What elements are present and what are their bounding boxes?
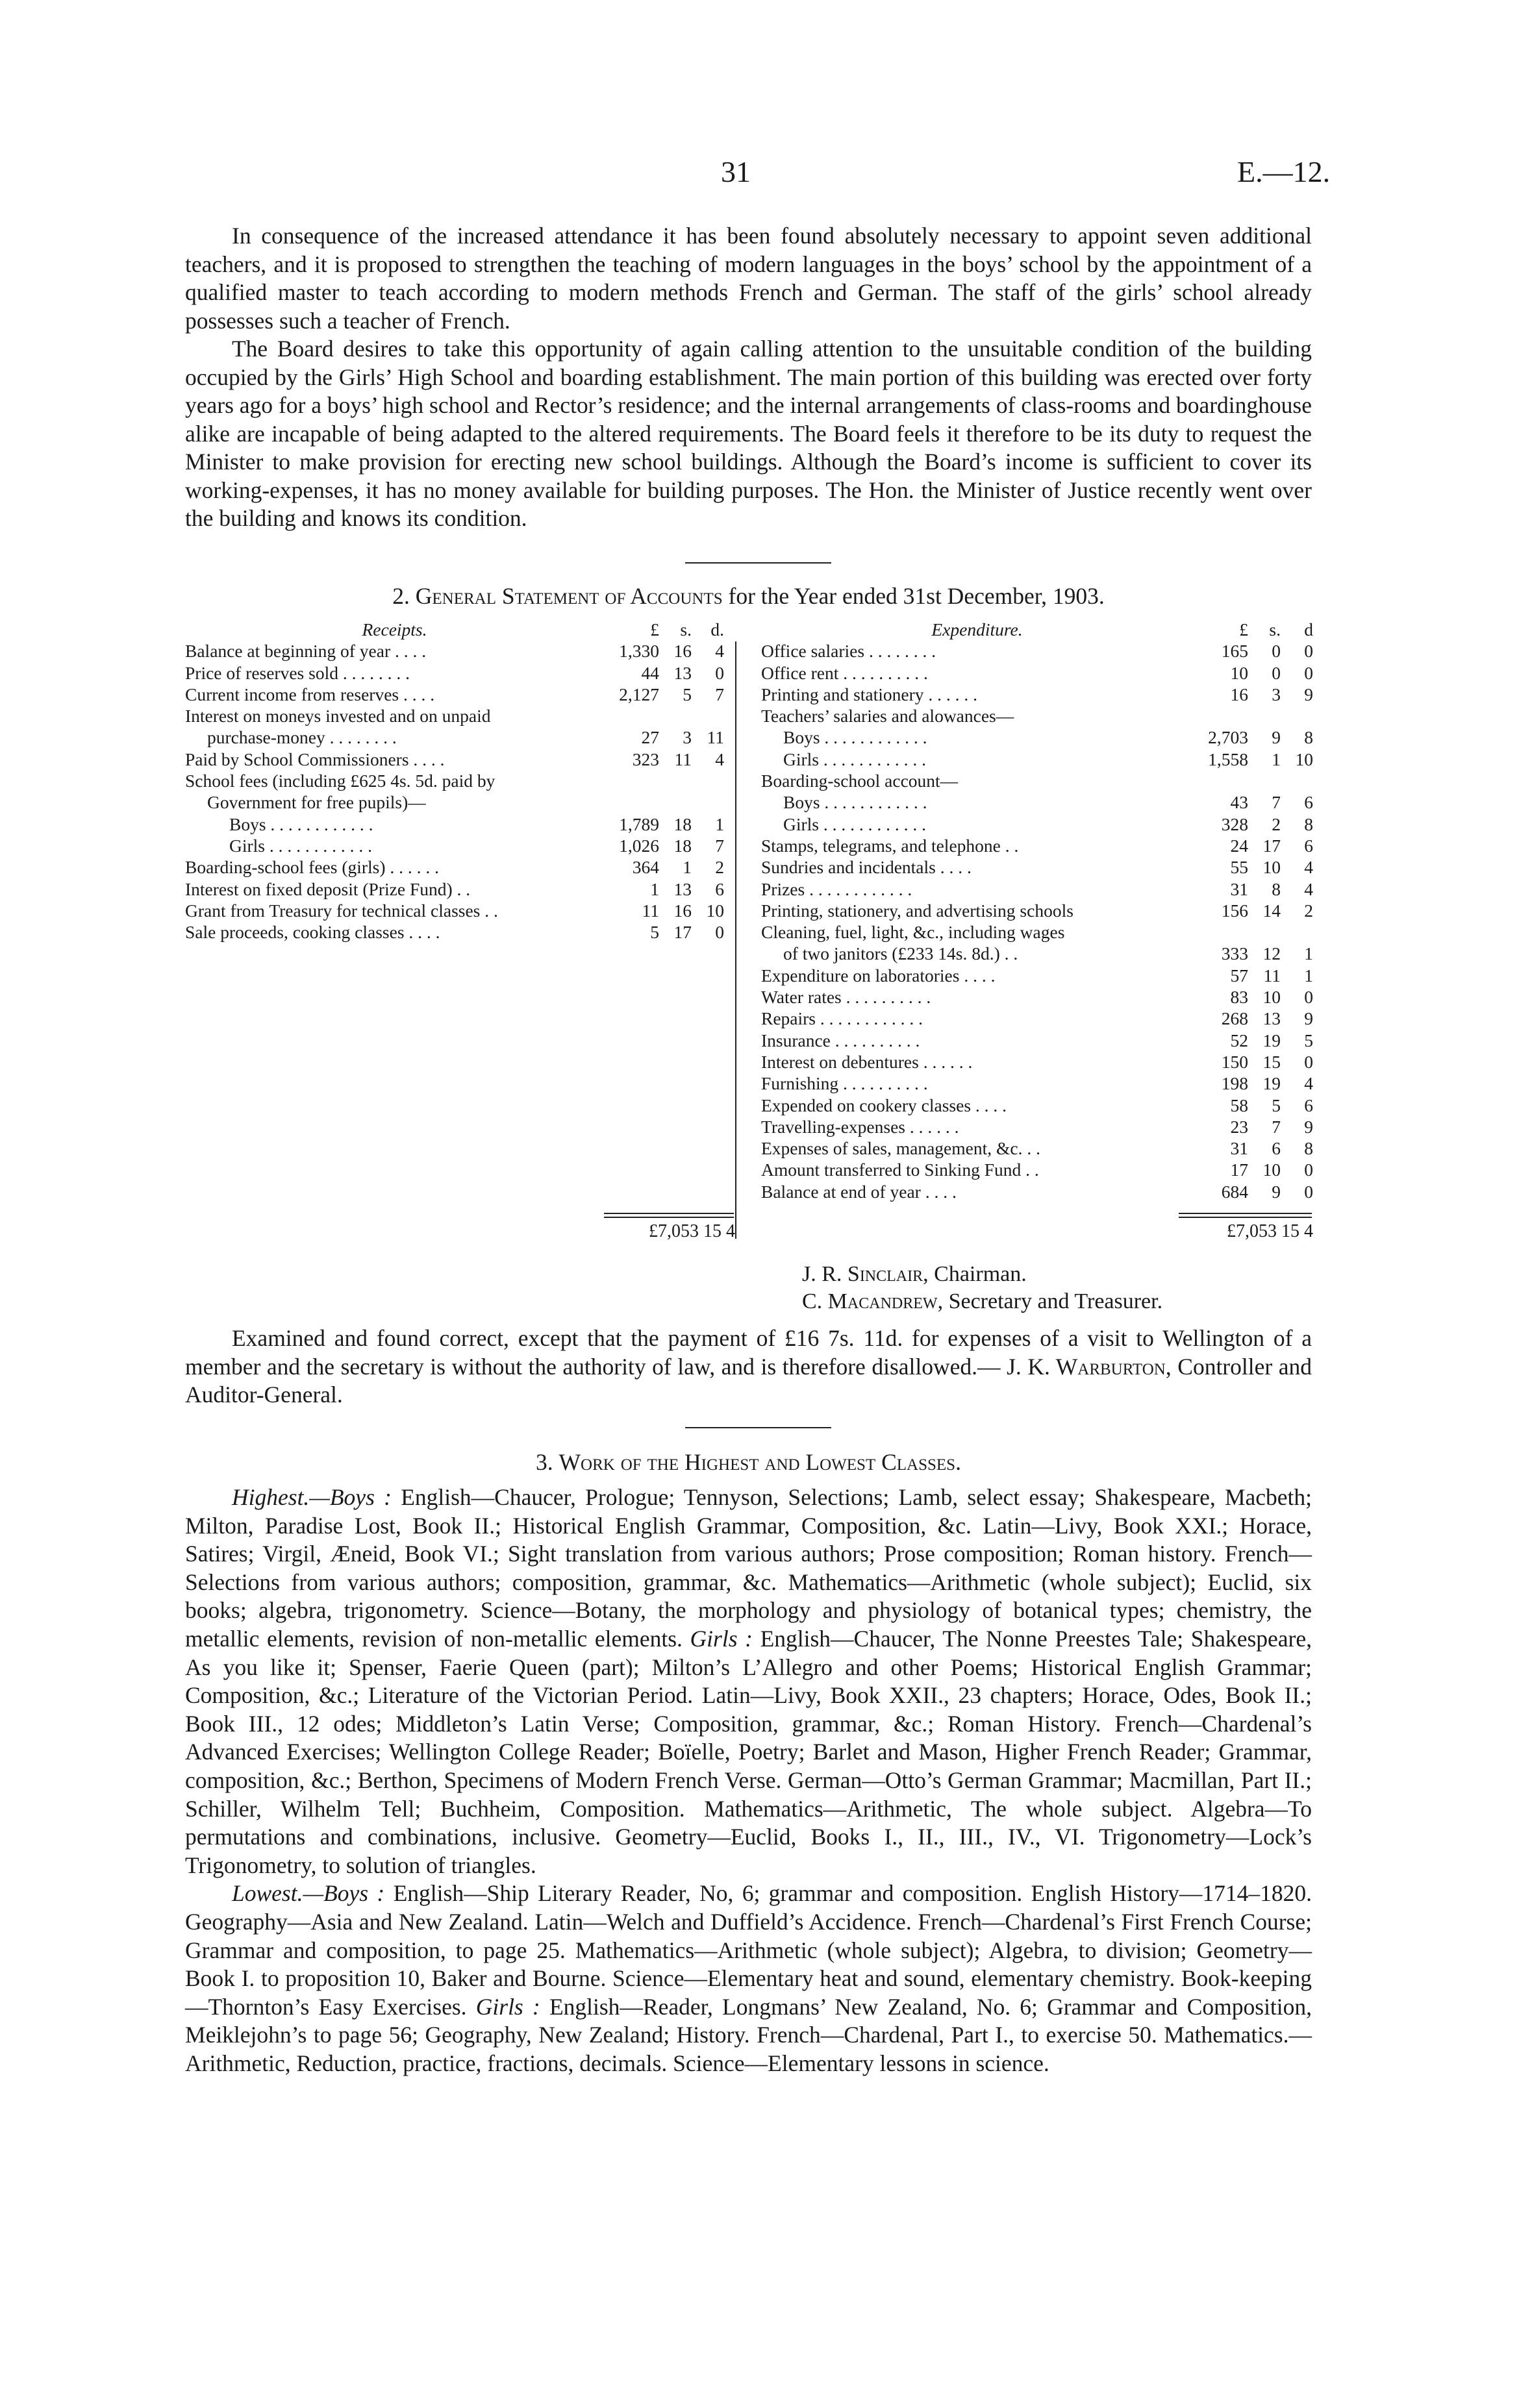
receipts-item-label: purchase-money . . . . . . . . <box>207 727 397 748</box>
expenditure-row <box>761 770 1313 791</box>
receipts-shillings: 16 <box>673 641 692 662</box>
expenditure-table <box>761 619 1313 1202</box>
expenditure-item-label: Sundries and incidentals . . . . <box>761 857 972 878</box>
receipts-shillings: 16 <box>673 900 692 921</box>
receipts-unit-pence: d. <box>710 619 724 639</box>
receipts-pounds: 27 <box>641 727 659 748</box>
expenditure-shillings: 14 <box>1262 900 1281 921</box>
accounts-heading-rest: for the Year ended 31st December, 1903. <box>728 583 1105 609</box>
expenditure-item-label: Printing and stationery . . . . . . <box>761 684 978 704</box>
secretary-signature <box>802 1288 1162 1315</box>
work-heading-caps: Work of the Highest and Lowest Classes. <box>559 1449 961 1475</box>
receipts-table <box>185 619 744 943</box>
expenditure-item-label: Cleaning, fuel, light, &c., including wages <box>761 922 1065 943</box>
expenditure-shillings: 0 <box>1272 662 1281 683</box>
expenditure-item-label: Girls . . . . . . . . . . . . <box>783 813 926 834</box>
receipts-pence: 6 <box>715 878 724 899</box>
expenditure-row <box>761 878 1313 900</box>
chairman-signature <box>802 1261 1027 1288</box>
receipts-shillings: 1 <box>683 857 692 878</box>
expenditure-pence: 6 <box>1304 792 1313 813</box>
lowest-boys-text: English—Ship Literary Reader, No, 6; grammar and composition. English History—1714–1820. Geography—Asia and New Zealand. Latin—Welch and Duffield’s Accidence. French—Chardenal’s First French Course; Grammar and composition, to page 25. Mathematics—Arithmetic (whole subject); Algebra, to division; Geometry—Book I. to proposition 10, Baker and Bourne. Science—Elementary heat and sound, elementary chemistry. Book-keeping—Thornton’s Easy Exercises. <box>185 1880 1312 2020</box>
highest-boys-text: English—Chaucer, Prologue; Tennyson, Selections; Lamb, select essay; Shakespeare, Macbeth; Milton, Paradise Lost, Book II.; Historical English Grammar, Composition, &c. Latin—Livy, Book XXI.; Horace, Satires; Virgil, Æneid, Book VI.; Sight translation from various authors; Prose composition; Roman history. French—Selections from various authors; composition, grammar, &c. Mathematics—Arithmetic (whole subject); Euclid, six books; algebra, trigonometry. Science—Botany, the morphology and physiology of botanical types; chemistry, the metallic elements, revision of non-metallic elements. <box>185 1484 1312 1652</box>
expenditure-item-label: Furnishing . . . . . . . . . . <box>761 1073 928 1094</box>
expenditure-unit-shillings: s. <box>1269 619 1281 639</box>
receipts-shillings: 5 <box>683 684 692 704</box>
chairman-role: Chairman. <box>934 1262 1027 1286</box>
accounts-heading <box>185 582 1312 610</box>
expenditure-pounds: 31 <box>1230 1138 1248 1159</box>
expenditure-pounds: 58 <box>1230 1095 1248 1115</box>
accounts-heading-caps: General Statement of Accounts <box>415 583 723 609</box>
expenditure-shillings: 11 <box>1263 965 1281 986</box>
receipts-item-label: Current income from reserves . . . . <box>185 684 435 704</box>
expenditure-row <box>761 1008 1313 1029</box>
expenditure-shillings: 9 <box>1272 1181 1281 1202</box>
receipts-item-label: Government for free pupils)— <box>207 792 426 813</box>
highest-boys-label: Highest.—Boys : <box>232 1484 392 1510</box>
lowest-girls-text: English—Reader, Longmans’ New Zealand, No. 6; Grammar and Composition, Meiklejohn’s to page 56; Geography, New Zealand; History. French—Chardenal, Part I., to exercise 50. Mathematics.—Arithmetic, Reduction, practice, fractions, decimals. Science—Elementary lessons in science. <box>185 1993 1312 2076</box>
receipts-shillings: 18 <box>673 835 692 856</box>
expenditure-shillings: 19 <box>1262 1073 1281 1094</box>
receipts-shillings: 18 <box>673 813 692 834</box>
receipts-shillings: 3 <box>683 727 692 748</box>
expenditure-pounds: 198 <box>1221 1073 1248 1094</box>
intro-paragraph-1: In consequence of the increased attendance it has been found absolutely necessary to appoint seven additional teachers, and it is proposed to strengthen the teaching of modern languages in the boys’ school by the appointment of a qualified master to teach according to modern methods French and German. The staff of the girls’ school already possesses such a teacher of French. <box>185 223 1312 334</box>
expenditure-row <box>761 1073 1313 1094</box>
expenditure-pence: 1 <box>1304 943 1313 964</box>
receipts-header-row <box>185 619 744 640</box>
expenditure-item-label: Teachers’ salaries and alowances— <box>761 706 1014 726</box>
expenditure-shillings: 12 <box>1262 943 1281 964</box>
expenditure-row <box>761 900 1313 921</box>
expenditure-item-label: Expenditure on laboratories . . . . <box>761 965 996 986</box>
expenditure-unit-pounds: £ <box>1239 619 1248 639</box>
expenditure-total: £7,053 15 4 <box>1227 1221 1313 1241</box>
work-heading-number: 3. <box>536 1449 553 1475</box>
expenditure-pounds: 52 <box>1230 1030 1248 1050</box>
expenditure-pence: 10 <box>1295 749 1313 769</box>
expenditure-pence: 0 <box>1304 1051 1313 1072</box>
receipts-pounds: 1,789 <box>619 813 659 834</box>
expenditure-shillings: 6 <box>1272 1138 1281 1159</box>
work-heading <box>185 1448 1312 1476</box>
expenditure-row <box>761 1116 1313 1137</box>
expenditure-shillings: 0 <box>1272 641 1281 662</box>
expenditure-row <box>761 965 1313 986</box>
receipts-item-label: Sale proceeds, cooking classes . . . . <box>185 922 440 943</box>
report-code: E.—12. <box>1237 155 1331 188</box>
expenditure-pounds: 156 <box>1221 900 1248 921</box>
expenditure-item-label: Insurance . . . . . . . . . . <box>761 1030 920 1050</box>
receipts-item-label: Interest on moneys invested and on unpaid <box>185 706 491 726</box>
expenditure-item-label: Prizes . . . . . . . . . . . . <box>761 878 912 899</box>
section-divider-1 <box>685 562 831 564</box>
expenditure-item-label: Travelling-expenses . . . . . . <box>761 1116 959 1137</box>
expenditure-total-rule <box>1179 1213 1312 1214</box>
expenditure-item-label: Repairs . . . . . . . . . . . . <box>761 1008 923 1029</box>
expenditure-pounds: 17 <box>1230 1160 1248 1180</box>
receipts-pounds: 44 <box>641 662 659 683</box>
expenditure-pounds: 684 <box>1221 1181 1248 1202</box>
expenditure-row <box>761 986 1313 1008</box>
receipts-pence: 0 <box>715 662 724 683</box>
receipts-pounds: 11 <box>642 900 659 921</box>
receipts-pounds: 364 <box>632 857 659 878</box>
receipts-total-rule <box>604 1213 734 1214</box>
expenditure-item-label: Amount transferred to Sinking Fund . . <box>761 1160 1039 1180</box>
receipts-item-label: Grant from Treasury for technical classes . . <box>185 900 498 921</box>
chairman-name: J. R. Sinclair, <box>802 1262 929 1286</box>
expenditure-pounds: 16 <box>1230 684 1248 704</box>
expenditure-row <box>761 1051 1313 1073</box>
expenditure-shillings: 7 <box>1272 792 1281 813</box>
expenditure-pounds: 57 <box>1230 965 1248 986</box>
expenditure-shillings: 7 <box>1272 1116 1281 1137</box>
expenditure-pence: 1 <box>1304 965 1313 986</box>
receipts-shillings: 13 <box>673 662 692 683</box>
expenditure-shillings: 15 <box>1262 1051 1281 1072</box>
receipts-pence: 7 <box>715 684 724 704</box>
receipts-item-label: Girls . . . . . . . . . . . . <box>229 835 372 856</box>
expenditure-row <box>761 813 1313 835</box>
expenditure-item-label: Boys . . . . . . . . . . . . <box>783 792 927 813</box>
receipts-item-label: Interest on fixed deposit (Prize Fund) . . <box>185 878 471 899</box>
expenditure-pence: 4 <box>1304 857 1313 878</box>
expenditure-pounds: 43 <box>1230 792 1248 813</box>
expenditure-pence: 0 <box>1304 987 1313 1008</box>
expenditure-pounds: 1,558 <box>1208 749 1248 769</box>
expenditure-pence: 4 <box>1304 878 1313 899</box>
receipts-row <box>185 791 744 813</box>
receipts-pence: 0 <box>715 922 724 943</box>
receipts-pence: 11 <box>707 727 724 748</box>
receipts-item-label: Balance at beginning of year . . . . <box>185 641 427 662</box>
receipts-pence: 4 <box>715 749 724 769</box>
auditor-name: J. K. Warburton, <box>1007 1353 1172 1380</box>
receipts-total: £7,053 15 4 <box>649 1221 735 1241</box>
expenditure-pence: 0 <box>1304 1181 1313 1202</box>
receipts-title: Receipts. <box>362 619 427 639</box>
expenditure-pence: 9 <box>1304 1008 1313 1029</box>
expenditure-row <box>761 1095 1313 1116</box>
expenditure-row <box>761 749 1313 770</box>
expenditure-item-label: Expenses of sales, management, &c. . . <box>761 1138 1040 1159</box>
expenditure-pence: 6 <box>1304 1095 1313 1115</box>
expenditure-row <box>761 1030 1313 1051</box>
expenditure-shillings: 10 <box>1262 857 1281 878</box>
expenditure-rows <box>761 640 1313 1202</box>
secretary-name: C. Macandrew, <box>802 1289 944 1313</box>
receipts-pounds: 323 <box>632 749 659 769</box>
receipts-row <box>185 662 744 684</box>
expenditure-row <box>761 684 1313 705</box>
audit-note-text: Examined and found correct, except that the payment of £16 7s. 11d. for expenses of a visit to Wellington of a member and the secretary is without the authority of law, and is therefore disallowed.— <box>185 1325 1312 1380</box>
secretary-role: Secretary and Treasurer. <box>948 1289 1163 1313</box>
receipts-pounds: 5 <box>650 922 659 943</box>
expenditure-row <box>761 640 1313 662</box>
expenditure-pence: 0 <box>1304 662 1313 683</box>
expenditure-pounds: 10 <box>1230 662 1248 683</box>
expenditure-pence: 8 <box>1304 727 1313 748</box>
expenditure-pounds: 31 <box>1230 878 1248 899</box>
expenditure-item-label: Water rates . . . . . . . . . . <box>761 987 931 1008</box>
expenditure-shillings: 3 <box>1272 684 1281 704</box>
audit-note <box>185 1324 1312 1409</box>
expenditure-row <box>761 1181 1313 1202</box>
receipts-row <box>185 726 744 748</box>
receipts-row <box>185 921 744 943</box>
expenditure-row <box>761 943 1313 964</box>
expenditure-pounds: 55 <box>1230 857 1248 878</box>
receipts-row <box>185 705 744 726</box>
receipts-pence: 2 <box>715 857 724 878</box>
expenditure-row <box>761 705 1313 726</box>
expenditure-item-label: Boys . . . . . . . . . . . . <box>783 727 927 748</box>
expenditure-shillings: 17 <box>1262 835 1281 856</box>
receipts-unit-shillings: s. <box>680 619 692 639</box>
receipts-pounds: 1,026 <box>619 835 659 856</box>
highest-classes-paragraph <box>185 1483 1312 1880</box>
expenditure-item-label: Office rent . . . . . . . . . . <box>761 662 928 683</box>
receipts-item-label: School fees (including £625 4s. 5d. paid by <box>185 771 496 791</box>
intro-text <box>185 222 1312 533</box>
receipts-pounds: 2,127 <box>619 684 659 704</box>
receipts-column-rule <box>735 641 736 1239</box>
receipts-row <box>185 749 744 770</box>
receipts-row <box>185 900 744 921</box>
expenditure-row <box>761 835 1313 856</box>
expenditure-pounds: 150 <box>1221 1051 1248 1072</box>
receipts-shillings: 11 <box>674 749 692 769</box>
expenditure-item-label: Stamps, telegrams, and telephone . . <box>761 835 1019 856</box>
receipts-pounds: 1,330 <box>619 641 659 662</box>
expenditure-total-rule-double <box>1179 1217 1312 1218</box>
highest-girls-text: English—Chaucer, The Nonne Preestes Tale; Shakespeare, As you like it; Spenser, Faerie Queen (part); Milton’s L’Allegro and other Poems; Historical English Grammar; Composition, &c.; Literature of the Victorian Period. Latin—Livy, Book XXII., 23 chapters; Horace, Odes, Book II.; Book III., 12 odes; Middleton’s Latin Verse; Composition, grammar, &c.; Roman History. French—Chardenal’s Advanced Exercises; Wellington College Reader; Boïelle, Poetry; Barlet and Mason, Higher French Reader; Grammar, composition, &c.; Berthon, Specimens of Modern French Verse. German—Otto’s German Grammar; Macmillan, Part II.; Schiller, Wilhelm Tell; Buchheim, Composition. Mathematics—Arithmetic, The whole subject. Algebra—To permutations and combinations, inclusive. Geometry—Euclid, Books I., II., III., IV., VI. Trigonometry—Lock’s Trigonometry, to solution of triangles. <box>185 1625 1312 1878</box>
expenditure-row <box>761 1159 1313 1180</box>
expenditure-item-label: Expended on cookery classes . . . . <box>761 1095 1007 1115</box>
expenditure-item-label: Interest on debentures . . . . . . <box>761 1051 973 1072</box>
expenditure-header-row <box>761 619 1313 640</box>
expenditure-pence: 6 <box>1304 835 1313 856</box>
expenditure-shillings: 19 <box>1262 1030 1281 1050</box>
receipts-pence: 7 <box>715 835 724 856</box>
receipts-shillings: 17 <box>673 922 692 943</box>
expenditure-item-label: Office salaries . . . . . . . . <box>761 641 936 662</box>
expenditure-pounds: 165 <box>1221 641 1248 662</box>
lowest-boys-label: Lowest.—Boys : <box>232 1880 385 1907</box>
expenditure-pence: 5 <box>1304 1030 1313 1050</box>
receipts-pounds: 1 <box>650 878 659 899</box>
expenditure-pounds: 2,703 <box>1208 727 1248 748</box>
receipts-pence: 10 <box>706 900 724 921</box>
expenditure-item-label: Balance at end of year . . . . <box>761 1181 957 1202</box>
page-number: 31 <box>721 155 751 188</box>
expenditure-shillings: 10 <box>1262 987 1281 1008</box>
expenditure-shillings: 9 <box>1272 727 1281 748</box>
expenditure-row <box>761 921 1313 943</box>
receipts-row <box>185 878 744 900</box>
expenditure-item-label: Girls . . . . . . . . . . . . <box>783 749 926 769</box>
expenditure-pence: 0 <box>1304 641 1313 662</box>
expenditure-item-label: Boarding-school account— <box>761 771 959 791</box>
receipts-row <box>185 770 744 791</box>
expenditure-pounds: 333 <box>1221 943 1248 964</box>
expenditure-pence: 2 <box>1304 900 1313 921</box>
expenditure-pounds: 328 <box>1221 813 1248 834</box>
receipts-item-label: Boys . . . . . . . . . . . . <box>229 813 373 834</box>
receipts-row <box>185 835 744 856</box>
expenditure-row <box>761 726 1313 748</box>
receipts-pence: 1 <box>715 813 724 834</box>
expenditure-shillings: 2 <box>1272 813 1281 834</box>
expenditure-pence: 4 <box>1304 1073 1313 1094</box>
lowest-girls-label: Girls : <box>475 1993 540 2020</box>
expenditure-item-label: of two janitors (£233 14s. 8d.) . . <box>783 943 1018 964</box>
expenditure-pounds: 83 <box>1230 987 1248 1008</box>
intro-paragraph-2: The Board desires to take this opportunity of again calling attention to the unsuitable condition of the building occupied by the Girls’ High School and boarding establishment. The main portion of this building was erected over forty years ago for a boys’ high school and Rector’s residence; and the internal arrangements of class-rooms and boardinghouse alike are incapable of being adapted to the altered requirements. The Board feels it therefore to be its duty to request the Minister to make provision for erecting new school buildings. Although the Board’s income is sufficient to cover its working-expenses, it has no money available for building purposes. The Hon. the Minister of Justice recently went over the building and knows its condition. <box>185 336 1312 531</box>
expenditure-title: Expenditure. <box>931 619 1023 639</box>
receipts-row <box>185 813 744 835</box>
expenditure-unit-pence: d <box>1304 619 1313 639</box>
receipts-row <box>185 684 744 705</box>
receipts-pence: 4 <box>715 641 724 662</box>
work-text <box>185 1483 1312 2078</box>
expenditure-shillings: 1 <box>1272 749 1281 769</box>
expenditure-shillings: 8 <box>1272 878 1281 899</box>
auditor-role: Controller and Auditor-General. <box>185 1353 1312 1408</box>
receipts-total-rule-double <box>604 1217 734 1218</box>
expenditure-row <box>761 662 1313 684</box>
expenditure-pence: 8 <box>1304 813 1313 834</box>
receipts-shillings: 13 <box>673 878 692 899</box>
expenditure-row <box>761 856 1313 878</box>
receipts-item-label: Price of reserves sold . . . . . . . . <box>185 662 410 683</box>
receipts-rows <box>185 640 744 943</box>
receipts-unit-pounds: £ <box>650 619 659 639</box>
receipts-row <box>185 856 744 878</box>
expenditure-pence: 9 <box>1304 1116 1313 1137</box>
expenditure-pounds: 268 <box>1221 1008 1248 1029</box>
expenditure-pence: 0 <box>1304 1160 1313 1180</box>
expenditure-item-label: Printing, stationery, and advertising schools <box>761 900 1073 921</box>
expenditure-shillings: 5 <box>1272 1095 1281 1115</box>
expenditure-pounds: 24 <box>1230 835 1248 856</box>
receipts-item-label: Boarding-school fees (girls) . . . . . . <box>185 857 440 878</box>
receipts-row <box>185 640 744 662</box>
expenditure-row <box>761 1137 1313 1159</box>
expenditure-pounds: 23 <box>1230 1116 1248 1137</box>
expenditure-shillings: 10 <box>1262 1160 1281 1180</box>
expenditure-pence: 8 <box>1304 1138 1313 1159</box>
expenditure-pence: 9 <box>1304 684 1313 704</box>
expenditure-row <box>761 791 1313 813</box>
highest-girls-label: Girls : <box>690 1625 753 1652</box>
lowest-classes-paragraph <box>185 1880 1312 2078</box>
accounts-heading-number: 2. <box>392 583 410 609</box>
expenditure-shillings: 13 <box>1262 1008 1281 1029</box>
section-divider-2 <box>685 1427 831 1428</box>
receipts-item-label: Paid by School Commissioners . . . . <box>185 749 445 769</box>
